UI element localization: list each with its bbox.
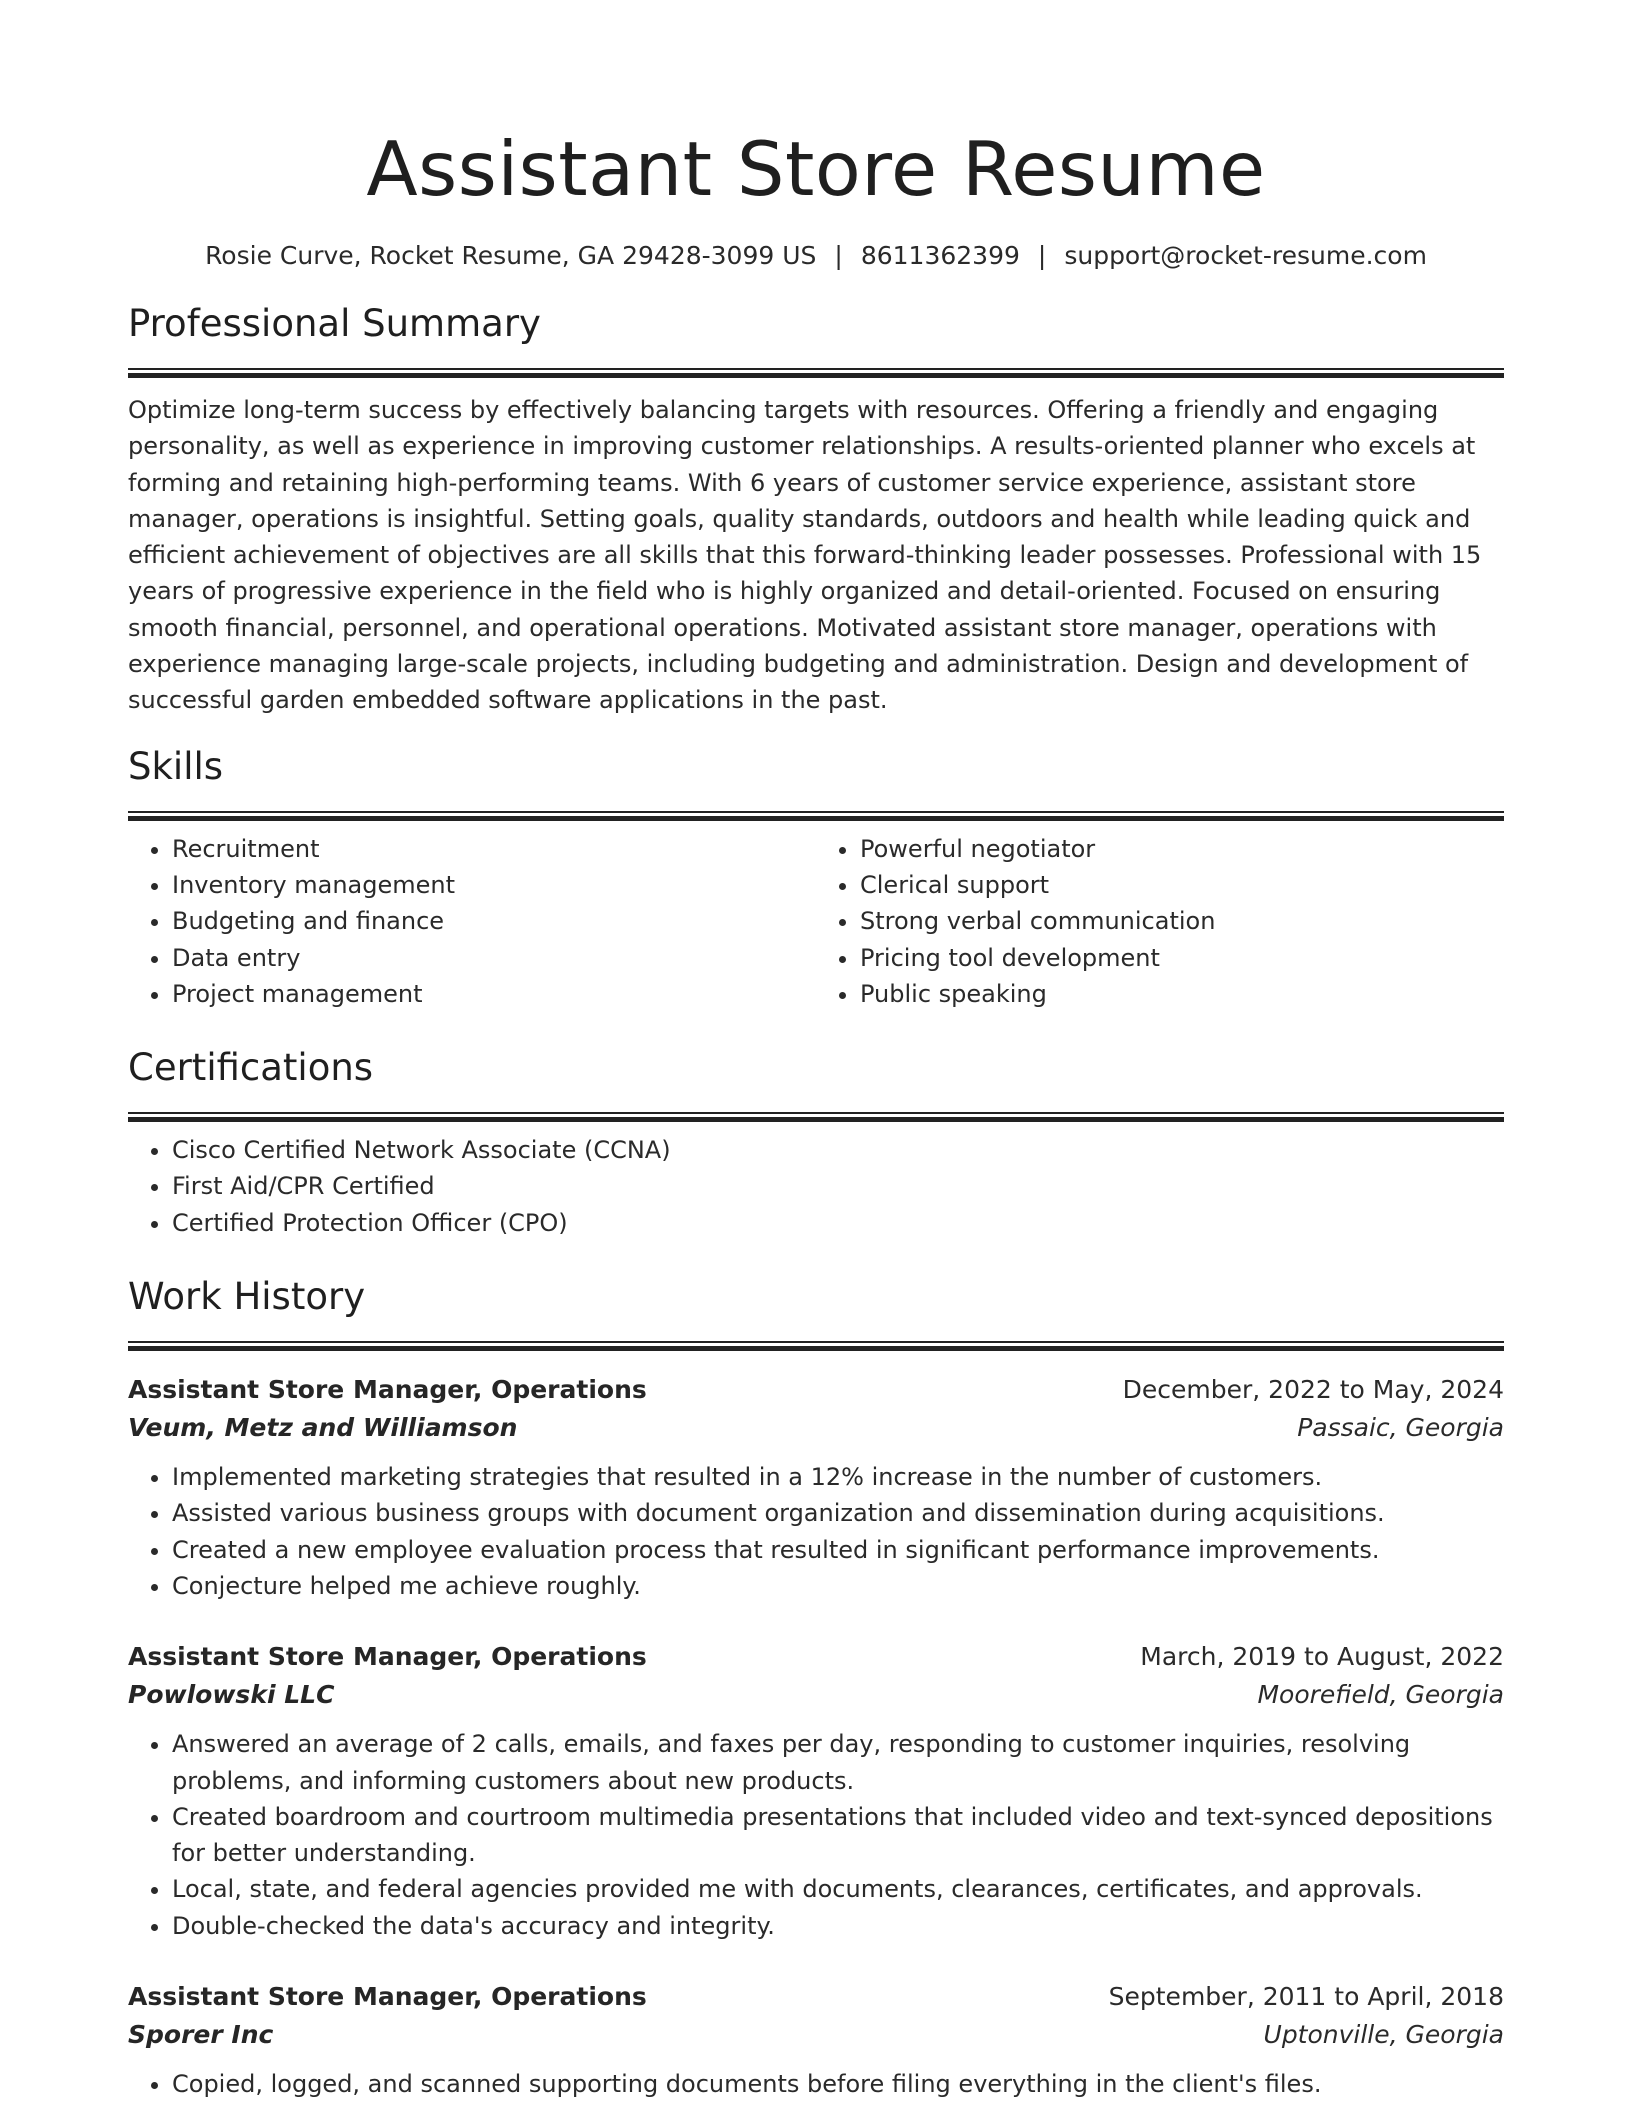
job-duty-item: • Assisted various business groups with document organization and dissemination during acquisitions.	[172, 1495, 1504, 1531]
skill-item: • Inventory management	[172, 867, 816, 903]
certification-item: • Cisco Certified Network Associate (CCNA)	[172, 1132, 1504, 1168]
skills-list-left	[128, 831, 816, 1012]
job-company: Veum, Metz and Williamson	[128, 1413, 518, 1443]
section-divider	[128, 811, 1504, 821]
job-duty-item: • Local, state, and federal agencies provided me with documents, clearances, certificates, and approvals.	[172, 1871, 1504, 1907]
contact-separator: |	[834, 241, 843, 270]
work-history-section	[128, 1275, 1504, 2102]
job-location: Moorefield, Georgia	[1257, 1680, 1504, 1710]
skill-item: • Pricing tool development	[860, 940, 1504, 976]
job-header	[128, 1371, 1504, 1409]
contact-separator: |	[1037, 241, 1047, 270]
section-divider	[128, 368, 1504, 378]
job-header	[128, 1638, 1504, 1676]
skill-item: • Clerical support	[860, 867, 1504, 903]
job-title: Assistant Store Manager, Operations	[128, 1375, 647, 1405]
skill-item: • Strong verbal communication	[860, 903, 1504, 939]
certifications-section	[128, 1046, 1504, 1241]
job-duty-item: • Created a new employee evaluation process that resulted in significant performance improvements.	[172, 1532, 1504, 1568]
contact-address: Rosie Curve, Rocket Resume, GA 29428-3099 US	[205, 241, 817, 270]
work-history-heading: Work History	[128, 1275, 366, 1319]
job-title: Assistant Store Manager, Operations	[128, 1642, 647, 1672]
certifications-heading: Certifications	[128, 1046, 374, 1090]
skill-item: • Powerful negotiator	[860, 831, 1504, 867]
job-title: Assistant Store Manager, Operations	[128, 1982, 647, 2012]
skills-grid	[128, 831, 1504, 1012]
contact-phone: 8611362399	[860, 241, 1020, 270]
summary-heading: Professional Summary	[128, 302, 541, 345]
job-company: Powlowski LLC	[128, 1680, 335, 1710]
job-dates: December, 2022 to May, 2024	[1122, 1375, 1504, 1405]
job-entry	[128, 1978, 1504, 2102]
job-company: Sporer Inc	[128, 2020, 274, 2050]
contact-email: support@rocket-resume.com	[1064, 241, 1427, 270]
job-duty-item: • Copied, logged, and scanned supporting documents before filing everything in the client's files.	[172, 2066, 1504, 2102]
job-duty-item: • Created boardroom and courtroom multimedia presentations that included video and text-synced depositions for better understanding.	[172, 1799, 1504, 1872]
job-duties	[128, 1459, 1504, 1604]
certification-item: • Certified Protection Officer (CPO)	[172, 1205, 1504, 1241]
skill-item: • Data entry	[172, 940, 816, 976]
job-duty-item: • Answered an average of 2 calls, emails, and faxes per day, responding to customer inquiries, resolving problems, and informing customers about new products.	[172, 1726, 1504, 1799]
job-subheader	[128, 2016, 1504, 2054]
certification-item: • First Aid/CPR Certified	[172, 1168, 1504, 1204]
job-duties	[128, 1726, 1504, 1944]
job-location: Passaic, Georgia	[1297, 1413, 1504, 1443]
job-duty-item: • Double-checked the data's accuracy and integrity.	[172, 1908, 1504, 1944]
contact-line	[128, 240, 1504, 272]
section-divider	[128, 1112, 1504, 1122]
section-divider	[128, 1341, 1504, 1351]
job-entry	[128, 1638, 1504, 1944]
job-subheader	[128, 1676, 1504, 1714]
job-duties	[128, 2066, 1504, 2102]
certifications-list	[128, 1132, 1504, 1241]
job-location: Uptonville, Georgia	[1263, 2020, 1504, 2050]
job-dates: September, 2011 to April, 2018	[1108, 1982, 1504, 2012]
skill-item: • Recruitment	[172, 831, 816, 867]
job-header	[128, 1978, 1504, 2016]
job-entry	[128, 1371, 1504, 1604]
skill-item: • Budgeting and finance	[172, 903, 816, 939]
summary-section	[128, 302, 1504, 719]
summary-text: Optimize long-term success by effectively balancing targets with resources. Offering a friendly and engaging personality, as well as experience in improving customer relationships. A results-oriented planner who excels at forming and retaining high-performing teams. With 6 years of customer service experience, assistant store manager, operations is insightful. Setting goals, quality standards, outdoors and health while leading quick and efficient achievement of objectives are all skills that this forward-thinking leader possesses. Professional with 15 years of progressive experience in the field who is highly organized and detail-oriented. Focused on ensuring smooth financial, personnel, and operational operations. Motivated assistant store manager, operations with experience managing large-scale projects, including budgeting and administration. Design and development of successful garden embedded software applications in the past.	[128, 396, 1482, 715]
job-duty-item: • Implemented marketing strategies that resulted in a 12% increase in the number of customers.	[172, 1459, 1504, 1495]
skills-heading: Skills	[128, 744, 224, 788]
job-subheader	[128, 1409, 1504, 1447]
skill-item: • Project management	[172, 976, 816, 1012]
skills-section	[128, 745, 1504, 1012]
job-dates: March, 2019 to August, 2022	[1140, 1642, 1504, 1672]
skill-item: • Public speaking	[860, 976, 1504, 1012]
skills-list-right	[816, 831, 1504, 1012]
job-duty-item: • Conjecture helped me achieve roughly.	[172, 1568, 1504, 1604]
resume-title: Assistant Store Resume	[366, 125, 1266, 213]
